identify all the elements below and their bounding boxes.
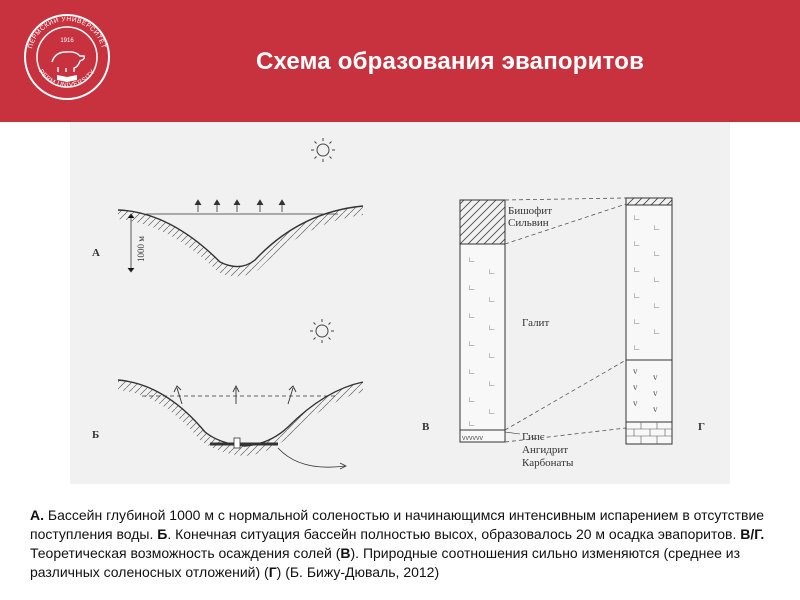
svg-text:∟: ∟ bbox=[633, 317, 641, 326]
depth-marker bbox=[128, 214, 134, 272]
svg-text:v: v bbox=[633, 382, 638, 392]
bear-icon bbox=[52, 52, 84, 72]
caption-vg-text-2: ). Природные соотношения сильно изменяются (среднее из различных соленосных отложений) ( bbox=[30, 545, 741, 580]
svg-text:∟: ∟ bbox=[468, 395, 476, 404]
sun-icon-b bbox=[310, 319, 334, 343]
university-logo bbox=[22, 12, 112, 102]
svg-text:∟: ∟ bbox=[488, 267, 496, 276]
column-g bbox=[626, 198, 705, 444]
depth-label: 1000 м bbox=[136, 236, 146, 262]
sun-icon-a bbox=[311, 138, 335, 162]
label-silvin: Сильвин bbox=[508, 217, 549, 229]
svg-text:∟: ∟ bbox=[488, 323, 496, 332]
caption-vg-text-1: Теоретическая возможность осаждения солей ( bbox=[30, 545, 341, 561]
panel-label-a: А bbox=[92, 247, 100, 259]
svg-text:∟: ∟ bbox=[468, 339, 476, 348]
label-bishofit: Бишофит bbox=[508, 205, 552, 217]
diagram-svg bbox=[70, 122, 730, 484]
logo-year: 1916 bbox=[60, 38, 74, 44]
svg-text:∟: ∟ bbox=[653, 275, 661, 284]
svg-text:∟: ∟ bbox=[488, 295, 496, 304]
svg-text:∟: ∟ bbox=[653, 301, 661, 310]
svg-text:v: v bbox=[653, 404, 658, 414]
svg-text:v: v bbox=[653, 372, 658, 382]
svg-text:∟: ∟ bbox=[633, 343, 641, 352]
svg-text:v: v bbox=[633, 398, 638, 408]
page-title: Схема образования эвапоритов bbox=[255, 48, 645, 75]
label-gips: Гипс bbox=[522, 431, 545, 443]
caption-vg-letters: В/Г. bbox=[740, 526, 765, 542]
book-icon bbox=[57, 75, 77, 82]
caption-g-letter: Г bbox=[268, 564, 277, 580]
logo-ring-text-top: ПЕРМСКИЙ УНИВЕРСИТЕТ bbox=[27, 15, 107, 50]
svg-text:∟: ∟ bbox=[488, 379, 496, 388]
svg-text:∟: ∟ bbox=[468, 255, 476, 264]
basin-a bbox=[92, 200, 363, 277]
evaporation-arrows-b bbox=[174, 386, 296, 404]
svg-text:∟: ∟ bbox=[468, 283, 476, 292]
caption-a-letter: А. bbox=[30, 507, 44, 523]
caption-b-letter: Б bbox=[157, 526, 168, 542]
logo-ring-text-bottom: PERM UNIVERSITY bbox=[37, 68, 97, 90]
svg-text:∟: ∟ bbox=[633, 239, 641, 248]
svg-text:∟: ∟ bbox=[653, 327, 661, 336]
basin-b bbox=[92, 380, 363, 469]
caption-a-text: Бассейн глубиной 1000 м с нормальной соленостью и начинающимся интенсивным испарением в отсутствие поступления воды. bbox=[30, 507, 765, 542]
svg-text:∟: ∟ bbox=[488, 407, 496, 416]
panel-label-g: Г bbox=[698, 421, 705, 433]
svg-text:∟: ∟ bbox=[633, 291, 641, 300]
svg-text:∟: ∟ bbox=[653, 249, 661, 258]
caption-vg-text-3: ) (Б. Бижу-Дюваль, 2012) bbox=[276, 564, 440, 580]
label-angidrit: Ангидрит bbox=[522, 444, 569, 456]
caption-b-text: . Конечная ситуация бассейн полностью высох, образовалось 20 м осадка эвапоритов. bbox=[167, 526, 741, 542]
evaporation-arrows-a bbox=[195, 200, 285, 212]
svg-text:∟: ∟ bbox=[633, 265, 641, 274]
svg-text:∟: ∟ bbox=[468, 367, 476, 376]
header-banner bbox=[0, 0, 800, 122]
figure-caption bbox=[30, 506, 775, 582]
svg-text:∟: ∟ bbox=[468, 311, 476, 320]
svg-text:∟: ∟ bbox=[468, 419, 476, 428]
label-karbonaty: Карбонаты bbox=[522, 457, 574, 469]
evaporite-diagram bbox=[70, 122, 730, 484]
caption-v-letter: В bbox=[340, 545, 351, 561]
svg-text:∟: ∟ bbox=[488, 351, 496, 360]
column-v bbox=[422, 200, 574, 469]
svg-text:v: v bbox=[633, 366, 638, 376]
svg-text:∟: ∟ bbox=[633, 213, 641, 222]
panel-label-b: Б bbox=[92, 429, 100, 441]
gypsum-symbols-v: vvvvvv bbox=[462, 435, 483, 442]
label-galit: Галит bbox=[522, 317, 550, 329]
panel-label-v: В bbox=[422, 421, 430, 433]
svg-text:∟: ∟ bbox=[653, 223, 661, 232]
svg-text:v: v bbox=[653, 388, 658, 398]
